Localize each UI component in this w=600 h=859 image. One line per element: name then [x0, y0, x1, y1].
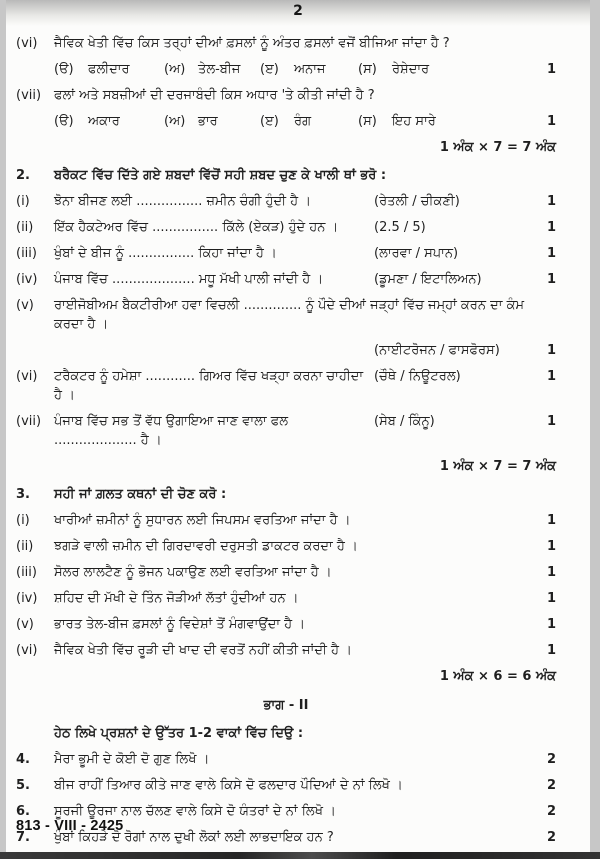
bracket-options: (ਸੇਬ / ਕਿੰਨੂ): [374, 414, 435, 429]
statement-row: [16, 641, 556, 660]
item-text: ਪੰਜਾਬ ਵਿੱਚ ਸਭ ਤੋਂ ਵੱਧ ਉਗਾਇਆ ਜਾਣ ਵਾਲਾ ਫਲ .................... ਹੈ ।: [54, 414, 289, 448]
bracket-options: (2.5 / 5): [374, 220, 426, 235]
question-number: 6.: [16, 804, 30, 819]
marks-value: 1: [546, 220, 556, 235]
item-text: ਸੋਲਰ ਲਾਲਟੈਣ ਨੂੰ ਭੋਜਨ ਪਕਾਉਣ ਲਈ ਵਰਤਿਆ ਜਾਂਦਾ ਹੈ ।: [54, 565, 332, 580]
marks-value: 1: [546, 62, 556, 77]
option-letter: (ਸ): [358, 62, 377, 77]
marks-value: 2: [546, 804, 556, 819]
short-answer-row: [16, 776, 556, 795]
question-text: ਜੈਵਿਕ ਖੇਤੀ ਵਿੱਚ ਕਿਸ ਤਰ੍ਹਾਂ ਦੀਆਂ ਫ਼ਸਲਾਂ ਨੂੰ ਅੰਤਰ ਫ਼ਸਲਾਂ ਵਜੋਂ ਬੀਜਿਆ ਜਾਂਦਾ ਹੈ ?: [54, 36, 450, 51]
mcq-options-row: [16, 112, 556, 131]
item-text: ਖੁੰਬਾਂ ਦੇ ਬੀਜ ਨੂੰ ................ ਕਿਹਾ ਜਾਂਦਾ ਹੈ ।: [54, 246, 277, 261]
fill-blank-row: [16, 244, 556, 263]
bracket-options: (ਰੇਤਲੀ / ਚੀਕਣੀ): [374, 194, 460, 209]
mcq-question: [16, 34, 556, 53]
question-text: ਮੈਰਾ ਭੂਮੀ ਦੇ ਕੋਈ ਦੋ ਗੁਣ ਲਿਖੋ ।: [54, 752, 210, 767]
item-number: (i): [16, 513, 30, 528]
item-text: ਇੱਕ ਹੈਕਟੇਅਰ ਵਿੱਚ ................ ਕਿੱਲੇ (ਏਕੜ) ਹੁੰਦੇ ਹਨ ।: [54, 220, 339, 235]
marks-value: 2: [546, 778, 556, 793]
fill-blank-row: [16, 412, 556, 450]
option-label: ਰੰਗ: [294, 114, 312, 129]
fill-blank-row: [16, 270, 556, 289]
marks-value: 1: [546, 617, 556, 632]
item-text: ਝਗੜੇ ਵਾਲੀ ਜ਼ਮੀਨ ਦੀ ਗਿਰਦਾਵਰੀ ਦਰੁਸਤੀ ਡਾਕਟਰ ਕਰਦਾ ਹੈ ।: [54, 539, 358, 554]
bracket-options: (ਡੂਮਣਾ / ਇਟਾਲਿਅਨ): [374, 272, 482, 287]
part-instruction: ਹੇਠ ਲਿਖੇ ਪ੍ਰਸ਼ਨਾਂ ਦੇ ਉੱਤਰ 1-2 ਵਾਕਾਂ ਵਿੱਚ ਦਿਉ :: [54, 726, 304, 741]
question-number: 5.: [16, 778, 30, 793]
option-label: ਤੇਲ-ਬੀਜ: [198, 62, 241, 77]
statement-row: [16, 615, 556, 634]
short-answer-row: [16, 750, 556, 769]
option-letter: (ੳ): [54, 114, 74, 129]
marks-value: 2: [546, 752, 556, 767]
section-total-marks: 1 ਅੰਕ × 6 = 6 ਅੰਕ: [439, 669, 556, 684]
part-title: ਭਾਗ - II: [263, 698, 309, 713]
item-number: (vi): [16, 369, 38, 384]
marks-value: 1: [546, 114, 556, 129]
option-label: ਅਨਾਜ: [294, 62, 326, 77]
fill-blank-row: [16, 218, 556, 237]
section-heading: ਸਹੀ ਜਾਂ ਗ਼ਲਤ ਕਥਨਾਂ ਦੀ ਚੋਣ ਕਰੋ :: [54, 487, 227, 502]
option-label: ਫਲੀਦਾਰ: [88, 62, 130, 77]
question-number: (vii): [16, 88, 42, 103]
item-number: (ii): [16, 220, 34, 235]
option-label: ਭਾਰ: [198, 114, 218, 129]
section-number: 2.: [16, 168, 30, 183]
item-number: (i): [16, 194, 30, 209]
fill-blank-row: [16, 192, 556, 211]
marks-value: 1: [546, 513, 556, 528]
item-number: (vii): [16, 414, 42, 429]
option-letter: (ੲ): [260, 114, 279, 129]
item-text: ਜੈਵਿਕ ਖੇਤੀ ਵਿੱਚ ਰੂੜੀ ਦੀ ਖਾਦ ਦੀ ਵਰਤੋਂ ਨਹੀਂ ਕੀਤੀ ਜਾਂਦੀ ਹੈ ।: [54, 643, 352, 658]
marks-value: 1: [546, 272, 556, 287]
item-text: ਸ਼ਹਿਦ ਦੀ ਮੱਖੀ ਦੇ ਤਿੰਨ ਜੋੜੀਆਂ ਲੱਤਾਂ ਹੁੰਦੀਆਂ ਹਨ ।: [54, 591, 299, 606]
item-number: (vi): [16, 643, 38, 658]
question-number: 7.: [16, 830, 30, 845]
question-number: (vi): [16, 36, 38, 51]
section-heading-row: [16, 166, 556, 185]
scan-bottom-edge: [0, 852, 600, 859]
item-text: ਪੰਜਾਬ ਵਿੱਚ .................... ਮਧੂ ਮੱਖੀ ਪਾਲੀ ਜਾਂਦੀ ਹੈ ।: [54, 272, 324, 287]
statement-row: [16, 537, 556, 556]
fill-blank-bracket-row: [16, 341, 556, 360]
option-label: ਅਕਾਰ: [88, 114, 120, 129]
marks-value: 1: [546, 246, 556, 261]
fill-blank-row: [16, 296, 556, 334]
question-number: 4.: [16, 752, 30, 767]
marks-value: 1: [546, 643, 556, 658]
option-letter: (ਸ): [358, 114, 377, 129]
marks-value: 2: [546, 830, 556, 845]
exam-paper-page: [6, 0, 590, 852]
item-number: (iii): [16, 246, 37, 261]
statement-row: [16, 563, 556, 582]
item-number: (v): [16, 298, 34, 313]
marks-value: 1: [546, 369, 556, 384]
fill-blank-row: [16, 367, 556, 405]
option-letter: (ੳ): [54, 62, 74, 77]
item-number: (iii): [16, 565, 37, 580]
section-heading: ਬਰੈਕਟ ਵਿੱਚ ਦਿੱਤੇ ਗਏ ਸ਼ਬਦਾਂ ਵਿੱਚੋਂ ਸਹੀ ਸ਼ਬਦ ਚੁਣ ਕੇ ਖਾਲੀ ਥਾਂ ਭਰੋ :: [54, 168, 387, 183]
marks-value: 1: [546, 343, 556, 358]
question-text: ਫਲਾਂ ਅਤੇ ਸਬਜ਼ੀਆਂ ਦੀ ਦਰਜਾਬੰਦੀ ਕਿਸ ਅਧਾਰ 'ਤੇ ਕੀਤੀ ਜਾਂਦੀ ਹੈ ?: [54, 88, 375, 103]
marks-value: 1: [546, 591, 556, 606]
statement-row: [16, 511, 556, 530]
part-instruction-row: [16, 724, 556, 743]
option-letter: (ਅ): [164, 114, 186, 129]
option-label: ਇਹ ਸਾਰੇ: [392, 114, 436, 129]
page-number: 2: [293, 3, 303, 19]
section-total-marks: 1 ਅੰਕ × 7 = 7 ਅੰਕ: [439, 140, 556, 155]
section-number: 3.: [16, 487, 30, 502]
item-text: ਰਾਈਜੋਬੀਅਮ ਬੈਕਟੀਰੀਆ ਹਵਾ ਵਿਚਲੀ .............. ਨੂੰ ਪੌਦੇ ਦੀਆਂ ਜੜ੍ਹਾਂ ਵਿੱਚ ਜਮ੍ਹਾਂ ਕਰਨ ਦਾ ਕੰਮ ਕਰਦਾ ਹੈ ।: [54, 298, 524, 332]
item-number: (iv): [16, 272, 38, 287]
option-label: ਰੇਸ਼ੇਦਾਰ: [392, 62, 430, 77]
item-text: ਭਾਰਤ ਤੇਲ-ਬੀਜ ਫ਼ਸਲਾਂ ਨੂੰ ਵਿਦੇਸ਼ਾਂ ਤੋਂ ਮੰਗਵਾਉਂਦਾ ਹੈ ।: [54, 617, 306, 632]
item-number: (ii): [16, 539, 34, 554]
statement-row: [16, 589, 556, 608]
marks-value: 1: [546, 539, 556, 554]
bracket-options: (ਲਾਰਵਾ / ਸਪਾਨ): [374, 246, 459, 261]
item-number: (iv): [16, 591, 38, 606]
bracket-options: (ਨਾਈਟਰੋਜਨ / ਫਾਸਫੋਰਸ): [374, 343, 500, 358]
item-text: ਖਾਰੀਆਂ ਜ਼ਮੀਨਾਂ ਨੂੰ ਸੁਧਾਰਨ ਲਈ ਜਿਪਸਮ ਵਰਤਿਆ ਜਾਂਦਾ ਹੈ ।: [54, 513, 351, 528]
marks-value: 1: [546, 194, 556, 209]
mcq-options-row: [16, 60, 556, 79]
paper-code: 813 - VIII - 2425: [16, 818, 124, 834]
question-text: ਬੀਜ ਰਾਹੀਂ ਤਿਆਰ ਕੀਤੇ ਜਾਣ ਵਾਲੇ ਕਿਸੇ ਦੋ ਫਲਦਾਰ ਪੌਦਿਆਂ ਦੇ ਨਾਂ ਲਿਖੋ ।: [54, 778, 403, 793]
option-letter: (ਅ): [164, 62, 186, 77]
page-content: [16, 26, 556, 854]
section-heading-row: [16, 485, 556, 504]
marks-value: 1: [546, 565, 556, 580]
option-letter: (ੲ): [260, 62, 279, 77]
question-text: ਸੂਰਜੀ ਊਰਜਾ ਨਾਲ ਚੱਲਣ ਵਾਲੇ ਕਿਸੇ ਦੋ ਯੰਤਰਾਂ ਦੇ ਨਾਂ ਲਿਖੋ ।: [54, 804, 336, 819]
item-text: ਟਰੈਕਟਰ ਨੂੰ ਹਮੇਸ਼ਾ ............ ਗਿਅਰ ਵਿੱਚ ਖੜ੍ਹਾ ਕਰਨਾ ਚਾਹੀਦਾ ਹੈ ।: [54, 369, 364, 403]
mcq-question: [16, 86, 556, 105]
bracket-options: (ਚੌਥੇ / ਨਿਊਟਰਲ): [374, 369, 461, 384]
section-total-marks: 1 ਅੰਕ × 7 = 7 ਅੰਕ: [439, 459, 556, 474]
marks-value: 1: [546, 414, 556, 429]
question-text: ਖੁੰਬਾਂ ਕਿਹੜੇ ਦੋ ਰੋਗਾਂ ਨਾਲ ਦੁਖੀ ਲੋਕਾਂ ਲਈ ਲਾਭਦਾਇਕ ਹਨ ?: [54, 830, 334, 845]
item-text: ਝੋਨਾ ਬੀਜਣ ਲਈ ................ ਜ਼ਮੀਨ ਚੰਗੀ ਹੁੰਦੀ ਹੈ ।: [54, 194, 312, 209]
item-number: (v): [16, 617, 34, 632]
